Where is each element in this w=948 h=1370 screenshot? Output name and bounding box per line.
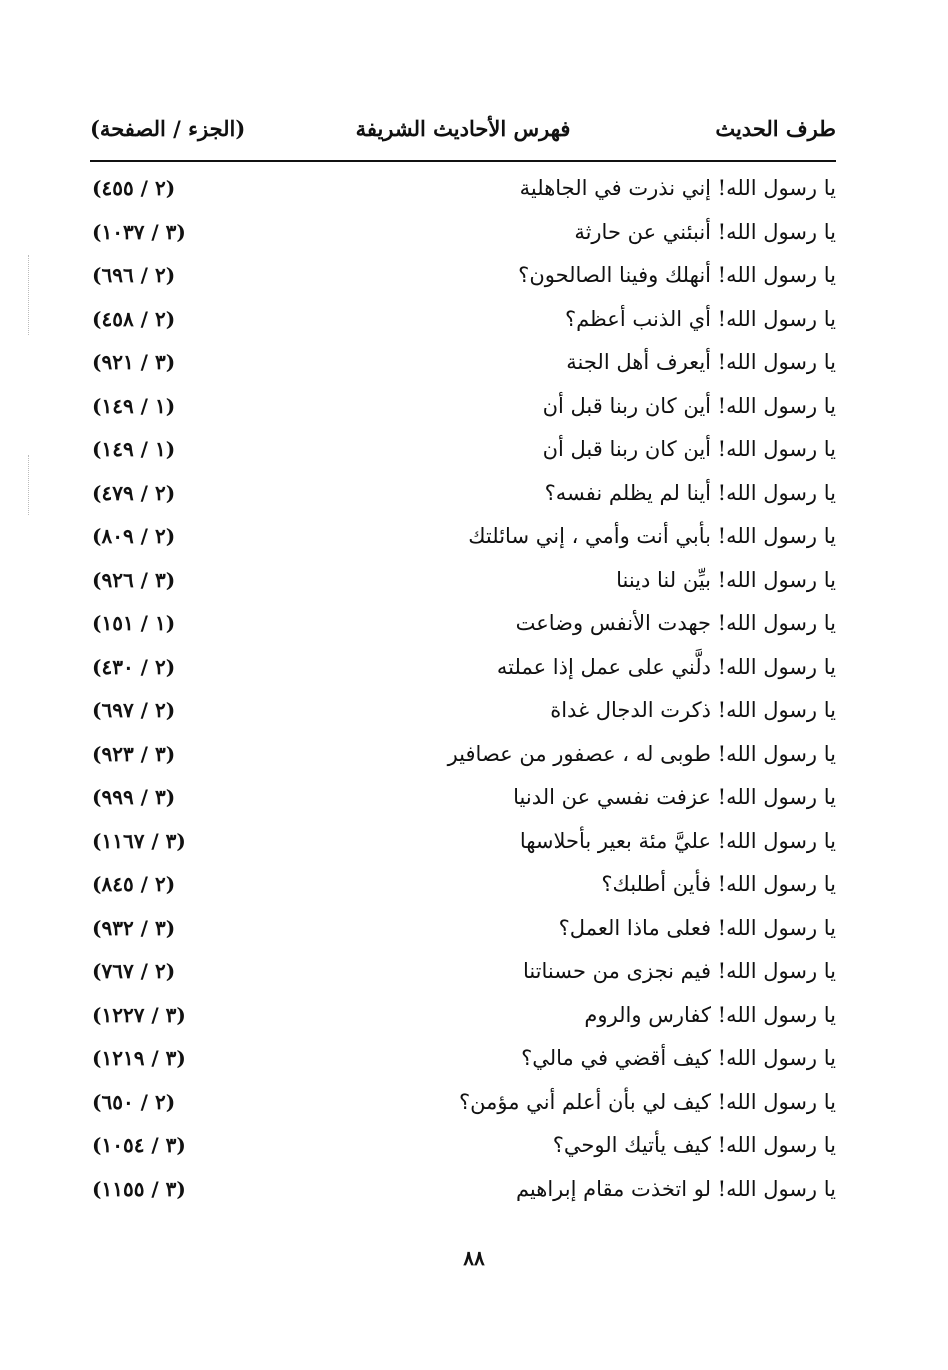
hadith-opening-text: يا رسول الله! طوبى له ، عصفور من عصافير	[447, 741, 836, 766]
volume-page-reference: (٢ / ٤٥٥)	[92, 176, 176, 200]
scan-margin-mark	[28, 455, 29, 515]
index-entry	[90, 1084, 836, 1128]
hadith-opening-text: يا رسول الله! أينا لم يظلم نفسه؟	[544, 480, 836, 505]
hadith-opening-text: يا رسول الله! بأبي أنت وأمي ، إني سائلتك	[468, 524, 836, 548]
volume-page-reference: (٣ / ١١٦٧)	[92, 828, 186, 853]
header-hadith-column-title: طرف الحديث	[715, 116, 836, 141]
volume-page-reference: (٣ / ٩٣٢)	[92, 915, 176, 940]
volume-page-reference: (٢ / ٨٤٥)	[92, 872, 176, 896]
hadith-opening-text: يا رسول الله! كفارس والروم	[584, 1002, 836, 1027]
index-entry	[90, 736, 836, 780]
hadith-opening-text: يا رسول الله! فيم نجزى من حسناتنا	[522, 959, 836, 983]
index-entry	[90, 910, 836, 954]
index-entry	[90, 475, 836, 519]
hadith-opening-text: يا رسول الله! أين كان ربنا قبل أن	[542, 393, 836, 418]
volume-page-reference: (٢ / ٤٥٨)	[92, 306, 176, 331]
volume-page-reference: (٢ / ٦٥٠)	[92, 1089, 176, 1114]
volume-page-reference: (٢ / ٨٠٩)	[92, 524, 176, 548]
index-entry	[90, 562, 836, 606]
index-entry	[90, 779, 836, 823]
volume-page-reference: (٣ / ١١٥٥)	[92, 1176, 186, 1201]
volume-page-reference: (٣ / ١٢١٩)	[92, 1046, 186, 1070]
volume-page-reference: (١ / ١٥١)	[92, 611, 176, 635]
volume-page-reference: (٢ / ٦٩٦)	[92, 263, 176, 287]
hadith-index-list	[90, 170, 836, 1214]
index-entry	[90, 1171, 836, 1215]
index-entry	[90, 1040, 836, 1084]
volume-page-reference: (٣ / ٩٢٦)	[92, 567, 176, 592]
index-entry	[90, 431, 836, 475]
hadith-opening-text: يا رسول الله! أنبئني عن حارثة	[574, 219, 836, 244]
hadith-opening-text: يا رسول الله! لو اتخذت مقام إبراهيم	[515, 1176, 836, 1201]
volume-page-reference: (٣ / ٩٩٩)	[92, 785, 176, 809]
volume-page-reference: (١ / ١٤٩)	[92, 393, 176, 418]
index-entry	[90, 170, 836, 214]
hadith-opening-text: يا رسول الله! فأين أطلبك؟	[601, 872, 836, 896]
hadith-opening-text: يا رسول الله! عليَّ مئة بعير بأحلاسها	[519, 828, 836, 853]
volume-page-reference: (٢ / ٧٦٧)	[92, 959, 176, 983]
hadith-opening-text: يا رسول الله! إني نذرت في الجاهلية	[519, 176, 836, 200]
hadith-opening-text: يا رسول الله! بيِّن لنا ديننا	[616, 567, 836, 592]
index-entry	[90, 214, 836, 258]
hadith-opening-text: يا رسول الله! فعلى ماذا العمل؟	[558, 915, 836, 940]
index-entry	[90, 344, 836, 388]
volume-page-reference: (٣ / ١٢٢٧)	[92, 1002, 186, 1027]
index-entry	[90, 1127, 836, 1171]
index-entry	[90, 518, 836, 562]
hadith-opening-text: يا رسول الله! كيف يأتيك الوحي؟	[552, 1133, 836, 1157]
page-header	[90, 116, 836, 152]
hadith-opening-text: يا رسول الله! أي الذنب أعظم؟	[564, 306, 836, 331]
index-entry	[90, 388, 836, 432]
volume-page-reference: (٢ / ٦٩٧)	[92, 698, 176, 722]
hadith-opening-text: يا رسول الله! كيف لي بأن أعلم أني مؤمن؟	[459, 1089, 836, 1114]
index-entry	[90, 301, 836, 345]
volume-page-reference: (٢ / ٤٣٠)	[92, 654, 176, 679]
hadith-opening-text: يا رسول الله! جهدت الأنفس وضاعت	[515, 611, 836, 635]
index-entry	[90, 649, 836, 693]
index-entry	[90, 866, 836, 910]
hadith-opening-text: يا رسول الله! ذكرت الدجال غداة	[550, 698, 836, 722]
index-entry	[90, 692, 836, 736]
volume-page-reference: (٣ / ٩٢٣)	[92, 741, 176, 766]
volume-page-reference: (٣ / ٩٢١)	[92, 350, 176, 374]
index-entry	[90, 953, 836, 997]
scan-margin-mark	[28, 255, 29, 335]
index-entry	[90, 605, 836, 649]
volume-page-reference: (١ / ١٤٩)	[92, 437, 176, 461]
volume-page-reference: (٢ / ٤٧٩)	[92, 480, 176, 505]
index-entry	[90, 257, 836, 301]
header-divider	[90, 160, 836, 162]
volume-page-reference: (٣ / ١٠٥٤)	[92, 1133, 186, 1157]
index-entry	[90, 997, 836, 1041]
volume-page-reference: (٣ / ١٠٣٧)	[92, 219, 186, 244]
hadith-opening-text: يا رسول الله! أيعرف أهل الجنة	[566, 350, 836, 374]
index-entry	[90, 823, 836, 867]
hadith-opening-text: يا رسول الله! دلَّني على عمل إذا عملته	[496, 654, 836, 679]
hadith-opening-text: يا رسول الله! أنهلك وفينا الصالحون؟	[518, 263, 836, 287]
hadith-opening-text: يا رسول الله! كيف أقضي في مالي؟	[521, 1046, 836, 1070]
header-volume-page-title: (الجزء / الصفحة)	[90, 116, 246, 141]
header-index-title: فهرس الأحاديث الشريفة	[355, 116, 571, 141]
hadith-opening-text: يا رسول الله! أين كان ربنا قبل أن	[542, 437, 836, 461]
page-number: ٨٨	[463, 1246, 485, 1270]
hadith-opening-text: يا رسول الله! عزفت نفسي عن الدنيا	[513, 785, 836, 809]
